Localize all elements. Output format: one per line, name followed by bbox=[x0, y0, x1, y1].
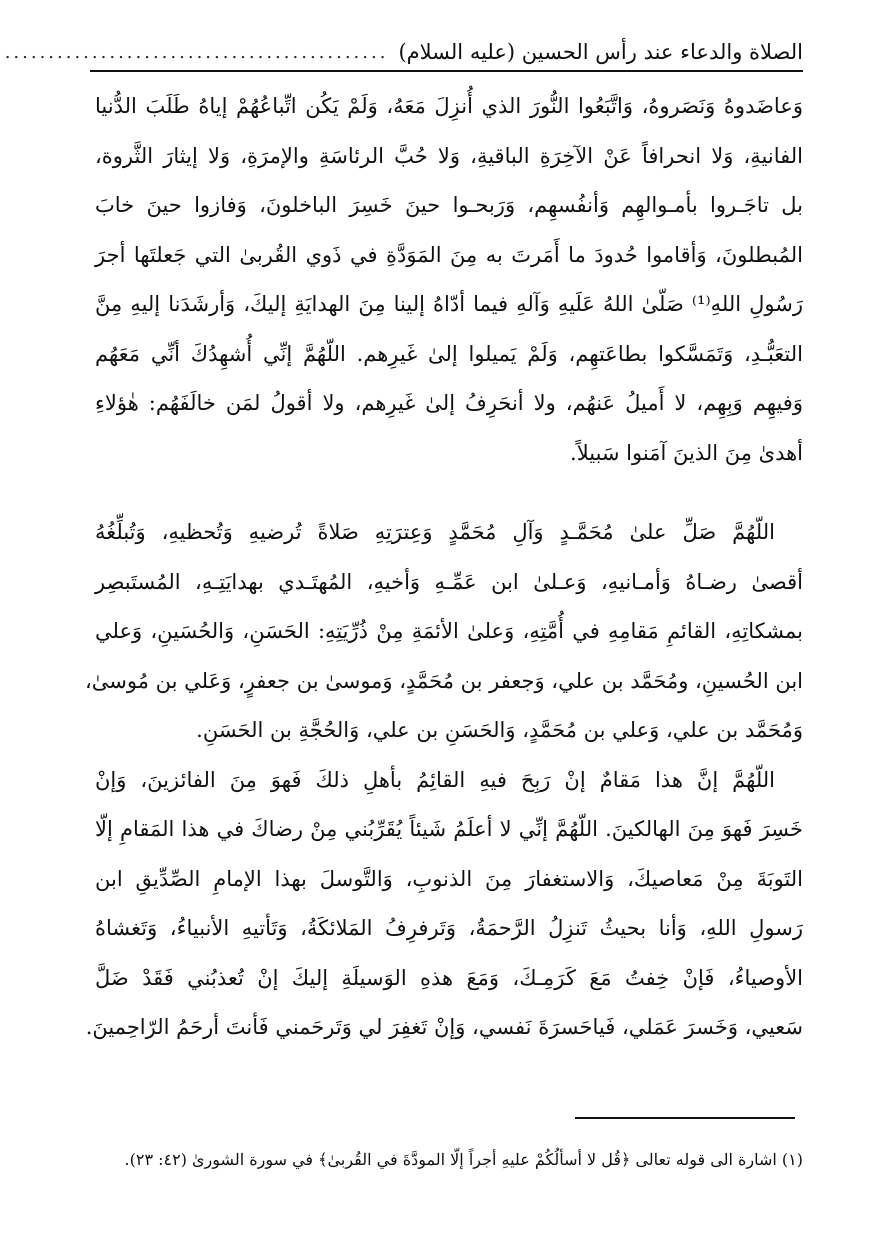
text-line: بل تاجَـروا بأمـوالهِم وَأنفُسهِم، وَرَبحـوا حينَ خَسِرَ الباخلونَ، وَفازوا حينَ خابَ bbox=[95, 193, 803, 217]
text-line: الأوصياءُ، فَإنْ خِفتُ مَعَ كَرَمِـكَ، وَمَعَ هذهِ الوَسيلَةِ إليكَ إنْ تُعذبُني فَقَدْ ضَلَّ bbox=[95, 965, 803, 990]
text-line: وَفيهِم وَبِهِم، لا أَميلُ عَنهُم، ولا أنحَرِفُ إلىٰ غَيرِهم، ولا أقولُ لمَن خالَفَهُم: هٰؤلاءِ bbox=[95, 391, 803, 415]
text-line: المُبطلونَ، وَأقاموا حُدودَ ما أَمَرتَ به مِنَ المَوَدَّةِ في ذَوي القُربىٰ التي جَعلتَها أجرَ bbox=[95, 242, 803, 267]
text-line: رَسُولِ اللهِ⁽¹⁾ صَلّىٰ اللهُ عَلَيهِ وَآلهِ فيما أدّاهُ إلينا مِنَ الهدايَةِ إليكَ، وَأرشَدَنا إليهِ مِنَّ bbox=[95, 292, 803, 316]
text-line: الفانيةِ، وَلا انحرافاً عَنْ الآخِرَةِ الباقيةِ، وَلا حُبَّ الرئاسَةِ والإمرَةِ، وَلا إيثارَ الثَّروة، bbox=[95, 143, 803, 168]
text-line: التَوبَةَ مِنْ مَعاصيكَ، وَالاستغفارَ مِنَ الذنوبِ، وَالتَّوسلَ بهذا الإمامِ الصِّدِّيقِ ابن bbox=[95, 866, 803, 891]
text-line: اللّهُمَّ صَلِّ علىٰ مُحَمَّـدٍ وَآلِ مُحَمَّدٍ وَعِترَتِهِ صَلاةً تُرضيهِ وَتُحظيهِ، وَتُبلِّغُهُ bbox=[95, 520, 775, 544]
text-line: وَعاضَدوهُ وَنَصَروهُ، وَاتَّبَعُوا النُّورَ الذي أُنزِلَ مَعَهُ، وَلَمْ يَكُن اتِّباعُهُمْ إياهُ طَلَبَ الدُّنيا bbox=[95, 94, 803, 118]
text-line: ابن الحُسينِ، ومُحَمَّد بن علي، وَجعفر بن مُحَمَّدٍ، وَموسىٰ بن جعفرٍ، وَعَلي بن مُوسىٰ، bbox=[84, 668, 803, 693]
paragraph-1 bbox=[95, 82, 803, 478]
text-line: سَعيي، وَخَسرَ عَمَلي، فَياحَسرَةَ نَفسي، وَإنْ تَغفِرَ لي وَتَرحَمني فَأنتَ أرحَمُ الرّاحِمينَ. bbox=[85, 1015, 803, 1039]
header-leader-dots: ............................................ bbox=[4, 41, 389, 63]
footnote: (١) اشارة الى قوله تعالى ﴿قُل لا أسألُكُمْ عليهِ أجراً إلّا المودَّةَ في القُربىٰ﴾ في سورة الشورىٰ (٤٢: ٢٣). bbox=[124, 1150, 803, 1169]
footnote-divider bbox=[575, 1117, 795, 1119]
text-line: أقصىٰ رضـاهُ وَأمـانيهِ، وَعـلىٰ ابن عَمِّـهِ وَأخيهِ، المُهتَـدي بهدايَتِـهِ، المُستَبصِر bbox=[95, 569, 803, 594]
paragraph-2 bbox=[84, 508, 803, 756]
paragraph-3 bbox=[85, 756, 803, 1053]
text-line: وَمُحَمَّد بن علي، وَعلي بن مُحَمَّدٍ، وَالحَسَنِ بن علي، وَالحُجَّةِ بن الحَسَنِ. bbox=[196, 718, 803, 742]
text-line: بمشكاتِهِ، القائمِ مَقامِهِ في أُمَّتِهِ، وَعلىٰ الأئمَةِ مِنْ ذُرِّيَتِهِ: الحَسَنِ، وَالحُسَينِ، وَعلي bbox=[95, 619, 803, 643]
header-title: الصلاة والدعاء عند رأس الحسين (عليه السلام) bbox=[398, 40, 803, 64]
text-line: التعَبُّـدِ، وَتَمَسَّكوا بطاعَتهِم، وَلَمْ يَميلوا إلىٰ غَيرِهم. اللّهُمَّ إنِّي أُشهِدُكَ أنِّي مَعَهُم bbox=[95, 341, 803, 366]
text-line: أهدىٰ مِنَ الذينَ آمَنوا سَبيلاً. bbox=[570, 440, 803, 465]
page-body bbox=[84, 82, 803, 1053]
running-header bbox=[4, 34, 803, 72]
text-line: رَسولِ اللهِ، وَأنا بحيثُ تَنزِلُ الرَّحمَةُ، وَتَرفرِفُ المَلائكَةُ، وَتَأتيهِ الأنبياءُ، وَتَغشاهُ bbox=[95, 916, 803, 940]
text-line: خَسِرَ فَهوَ مِنَ الهالكينَ. اللّهُمَّ إنِّي لا أعلَمُ شَيئاً يُقَرِّبُني مِنْ رضاكَ في هذا المَقامِ إلّا bbox=[95, 817, 803, 841]
text-line: اللّهُمَّ إنَّ هذا مَقامٌ إنْ رَبِحَ فيهِ القائِمُ بأهلِ ذلكَ فَهوَ مِنَ الفائزينَ، وَإنْ bbox=[95, 767, 775, 792]
